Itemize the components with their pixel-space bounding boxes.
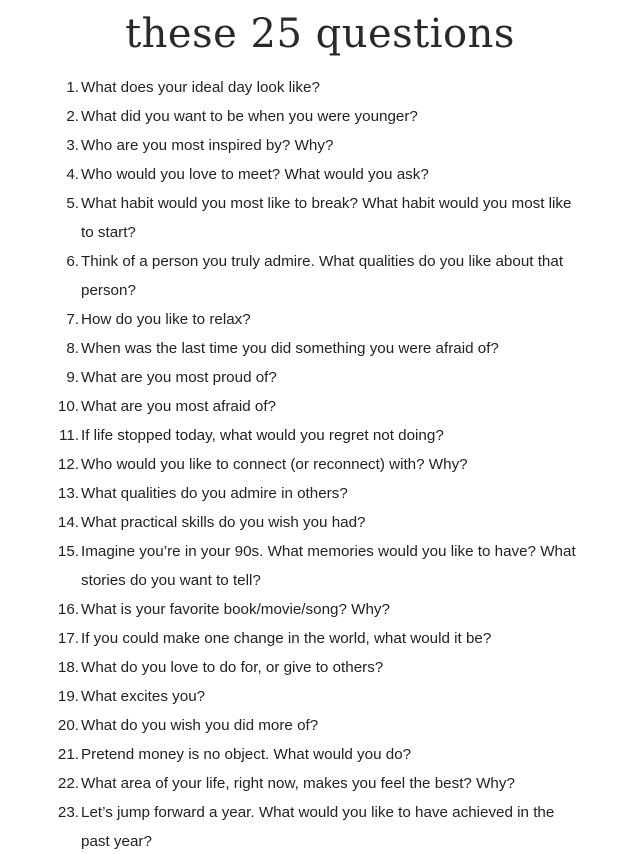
question-number: 13. — [57, 485, 79, 502]
question-text: What are you most proud of? — [81, 369, 277, 386]
question-text: Who would you like to connect (or reconnect) with? Why? — [81, 456, 468, 473]
question-number: 11. — [59, 427, 79, 444]
question-item — [52, 624, 582, 653]
question-item — [52, 102, 582, 131]
question-text: What does your ideal day look like? — [81, 79, 320, 96]
question-item — [52, 450, 582, 479]
question-list — [52, 73, 582, 854]
question-text: What excites you? — [81, 688, 206, 705]
question-text: If you could make one change in the world, what would it be? — [81, 630, 492, 647]
question-text: What did you want to be when you were younger? — [81, 108, 418, 125]
question-item — [52, 479, 582, 508]
question-item — [52, 711, 582, 740]
question-text: What are you most afraid of? — [81, 398, 276, 415]
question-number: 23. — [57, 804, 79, 821]
question-item — [52, 508, 582, 537]
question-text: Pretend money is no object. What would you do? — [81, 746, 412, 763]
question-number: 19. — [57, 688, 79, 705]
question-number: 10. — [57, 398, 79, 415]
question-number: 2. — [66, 108, 79, 125]
question-text: If life stopped today, what would you regret not doing? — [81, 427, 444, 444]
question-number: 6. — [66, 253, 79, 270]
question-text: Think of a person you truly admire. What qualities do you like about that person? — [81, 253, 564, 299]
question-number: 4. — [66, 166, 79, 183]
question-number: 22. — [57, 775, 79, 792]
question-text: What qualities do you admire in others? — [81, 485, 348, 502]
question-number: 15. — [57, 543, 79, 560]
page-title: these 25 questions — [125, 11, 515, 57]
question-text: What do you wish you did more of? — [81, 717, 319, 734]
question-number: 1. — [66, 79, 79, 96]
question-item — [52, 537, 582, 595]
question-text: What practical skills do you wish you had? — [81, 514, 366, 531]
question-text: How do you like to relax? — [81, 311, 251, 328]
question-text: Imagine you’re in your 90s. What memories would you like to have? What stories do you want to tell? — [81, 543, 576, 589]
question-number: 16. — [57, 601, 79, 618]
question-text: Who would you love to meet? What would you ask? — [81, 166, 429, 183]
question-item — [52, 363, 582, 392]
question-text: What habit would you most like to break? What habit would you most like to start? — [81, 195, 572, 241]
question-item — [52, 189, 582, 247]
question-number: 8. — [66, 340, 79, 357]
question-item — [52, 653, 582, 682]
question-item — [52, 160, 582, 189]
question-number: 7. — [66, 311, 79, 328]
question-number: 3. — [66, 137, 79, 154]
question-number: 5. — [66, 195, 79, 212]
question-number: 12. — [57, 456, 79, 473]
question-item — [52, 682, 582, 711]
question-text: Who are you most inspired by? Why? — [81, 137, 334, 154]
question-item — [52, 595, 582, 624]
question-item — [52, 73, 582, 102]
question-item — [52, 740, 582, 769]
question-number: 20. — [57, 717, 79, 734]
question-text: What area of your life, right now, makes you feel the best? Why? — [81, 775, 515, 792]
question-item — [52, 769, 582, 798]
question-item — [52, 247, 582, 305]
question-number: 17. — [57, 630, 79, 647]
question-number: 18. — [57, 659, 79, 676]
question-number: 9. — [66, 369, 79, 386]
question-text: What is your favorite book/movie/song? Why? — [81, 601, 390, 618]
question-item — [52, 421, 582, 450]
question-number: 21. — [57, 746, 79, 763]
question-text: Let’s jump forward a year. What would you like to have achieved in the past year? — [81, 804, 555, 850]
question-item — [52, 334, 582, 363]
question-number: 14. — [57, 514, 79, 531]
question-item — [52, 131, 582, 160]
question-text: What do you love to do for, or give to others? — [81, 659, 384, 676]
question-item — [52, 392, 582, 421]
question-item — [52, 305, 582, 334]
question-item — [52, 798, 582, 854]
question-text: When was the last time you did something you were afraid of? — [81, 340, 499, 357]
